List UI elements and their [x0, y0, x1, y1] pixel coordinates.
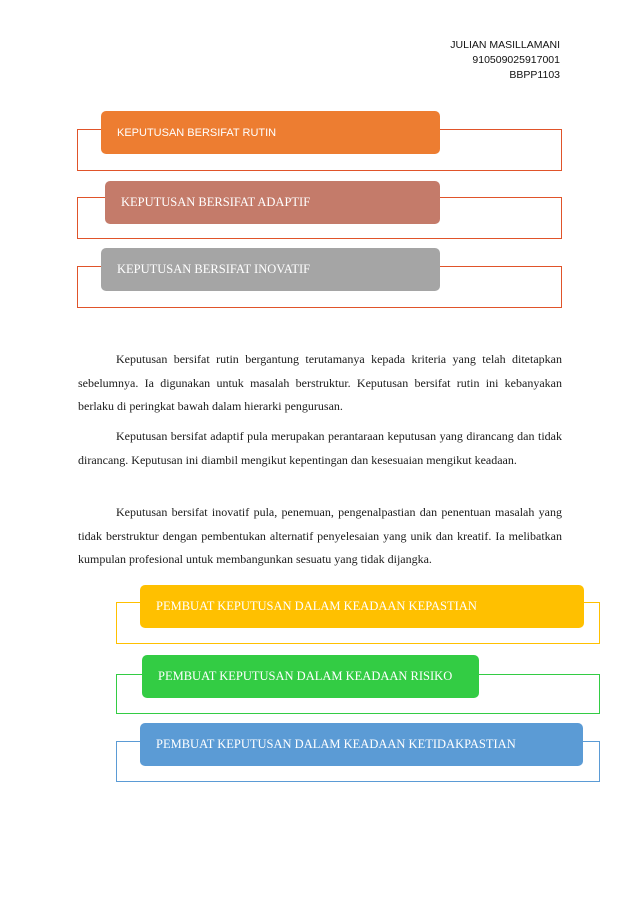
- decision-type-rutin-label: KEPUTUSAN BERSIFAT RUTIN: [117, 126, 277, 139]
- condition-ketidakpastian-label: PEMBUAT KEPUTUSAN DALAM KEADAAN KETIDAKPASTIAN: [156, 737, 516, 751]
- condition-risiko-label: PEMBUAT KEPUTUSAN DALAM KEADAAN RISIKO: [158, 669, 453, 683]
- decision-type-adaptif-box: [105, 181, 440, 224]
- course-code: BBPP1103: [509, 69, 560, 81]
- decision-type-adaptif-label: KEPUTUSAN BERSIFAT ADAPTIF: [121, 195, 311, 209]
- condition-ketidakpastian-box: [140, 723, 583, 766]
- decision-type-inovatif-box: [101, 248, 440, 291]
- condition-kepastian-label: PEMBUAT KEPUTUSAN DALAM KEADAAN KEPASTIAN: [156, 599, 477, 613]
- paragraph-rutin: Keputusan bersifat rutin bergantung terutamanya kepada kriteria yang telah ditetapkan sebelumnya. Ia digunakan untuk masalah berstruktur. Keputusan bersifat rutin ini kebanyakan berlaku di peringkat bawah dalam hierarki pengurusan.: [78, 352, 562, 413]
- condition-risiko-box: [142, 655, 479, 698]
- paragraph-adaptif: Keputusan bersifat adaptif pula merupakan perantaraan keputusan yang dirancang dan tidak dirancang. Keputusan ini diambil mengikut kepentingan dan kesesuaian mengikut keadaan.: [78, 429, 562, 467]
- document-header: [450, 38, 560, 83]
- paragraph-inovatif: Keputusan bersifat inovatif pula, penemuan, pengenalpastian dan penentuan masalah yang tidak berstruktur dengan pembentukan alternatif penyelesaian yang unik dan kreatif. Ia melibatkan kumpulan profesional untuk membangunkan sesuatu yang tidak dijangka.: [78, 505, 562, 566]
- author-name: JULIAN MASILLAMANI: [450, 39, 560, 51]
- decision-type-rutin-box: [101, 111, 440, 154]
- condition-kepastian-box: [140, 585, 584, 628]
- student-id: 910509025917001: [472, 54, 560, 66]
- decision-type-inovatif-label: KEPUTUSAN BERSIFAT INOVATIF: [117, 262, 311, 276]
